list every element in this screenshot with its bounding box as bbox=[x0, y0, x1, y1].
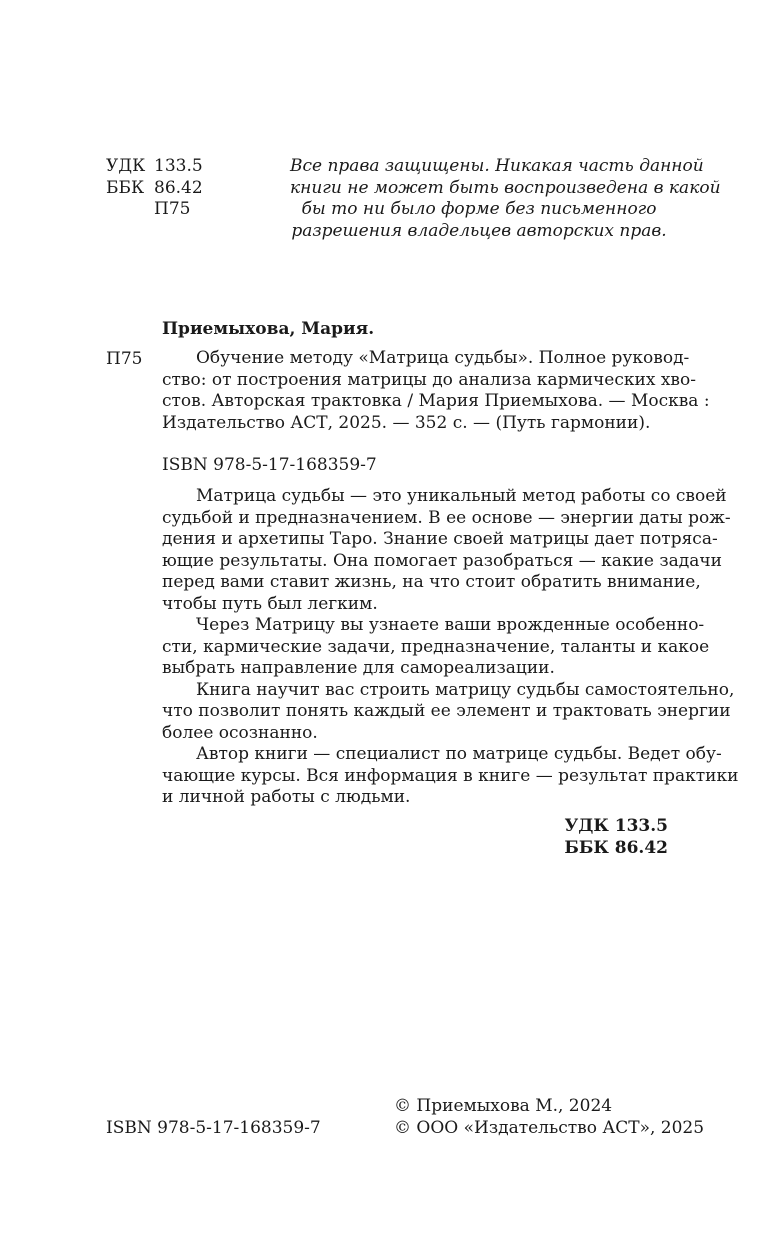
bbk-value: 86.42 bbox=[154, 177, 203, 198]
annotation-line: чтобы путь был легким. bbox=[162, 593, 378, 614]
udk-bbk-summary bbox=[480, 816, 668, 859]
rights-line: бы то ни было форме без письменного bbox=[301, 199, 657, 219]
isbn-bottom: ISBN 978-5-17-168359-7 bbox=[106, 1118, 321, 1138]
annotation-line: выбрать направление для самореализации. bbox=[162, 658, 555, 678]
udk-summary: УДК 133.5 bbox=[564, 816, 668, 836]
bbk-code-row bbox=[106, 178, 206, 200]
copyright-publisher: © ООО «Издательство АСТ», 2025 bbox=[394, 1117, 705, 1138]
annotation-line: чающие курсы. Вся информация в книге — результат практики bbox=[162, 765, 739, 786]
copyright-block bbox=[394, 1096, 705, 1139]
annotation bbox=[162, 486, 739, 809]
isbn-top: ISBN 978-5-17-168359-7 bbox=[162, 455, 377, 475]
annotation-line: Матрица судьбы — это уникальный метод работы со своей bbox=[196, 486, 727, 506]
udk-value: 133.5 bbox=[154, 156, 203, 176]
rights-notice bbox=[290, 156, 721, 242]
annotation-line: Автор книги — специалист по матрице судьбы. Ведет обу- bbox=[196, 744, 722, 764]
rights-line: разрешения владельцев авторских прав. bbox=[291, 220, 667, 241]
annotation-line: Книга научит вас строить матрицу судьбы самостоятельно, bbox=[196, 679, 735, 700]
annotation-line: ющие результаты. Она помогает разобраться — какие задачи bbox=[162, 550, 722, 571]
udk-label: УДК bbox=[106, 156, 146, 176]
rights-line: книги не может быть воспроизведена в какой bbox=[290, 177, 721, 198]
annotation-line: более осознанно. bbox=[162, 722, 318, 743]
bibliographic-description bbox=[162, 348, 710, 434]
author-mark-value: П75 bbox=[154, 199, 191, 219]
bbk-summary: ББК 86.42 bbox=[564, 837, 668, 858]
bbk-label: ББК bbox=[106, 177, 145, 198]
author-heading: Приемыхова, Мария. bbox=[162, 319, 375, 339]
classification-codes bbox=[106, 156, 206, 221]
annotation-line: судьбой и предназначением. В ее основе — энергии даты рож- bbox=[162, 507, 731, 528]
annotation-line: что позволит понять каждый ее элемент и трактовать энергии bbox=[162, 701, 731, 721]
rights-line: Все права защищены. Никакая часть данной bbox=[290, 156, 704, 176]
bib-line: Издательство АСТ, 2025. — 352 с. — (Путь гармонии). bbox=[162, 412, 651, 433]
bib-line: стов. Авторская трактовка / Мария Приемыхова. — Москва : bbox=[162, 391, 710, 411]
annotation-line: перед вами ставит жизнь, на что стоит обратить внимание, bbox=[162, 572, 701, 592]
author-mark: П75 bbox=[106, 349, 143, 369]
author-mark-row bbox=[106, 199, 206, 221]
annotation-line: дения и архетипы Таро. Знание своей матрицы дает потряса- bbox=[162, 529, 718, 549]
udk-code-row bbox=[106, 156, 206, 178]
annotation-line: Через Матрицу вы узнаете ваши врожденные особенно- bbox=[196, 615, 705, 635]
bib-line: Обучение методу «Матрица судьбы». Полное руковод- bbox=[196, 348, 690, 368]
annotation-line: и личной работы с людьми. bbox=[162, 787, 411, 807]
bib-line: ство: от построения матрицы до анализа кармических хво- bbox=[162, 369, 696, 390]
annotation-line: сти, кармические задачи, предназначение, таланты и какое bbox=[162, 636, 710, 657]
copyright-author: © Приемыхова М., 2024 bbox=[394, 1096, 613, 1116]
